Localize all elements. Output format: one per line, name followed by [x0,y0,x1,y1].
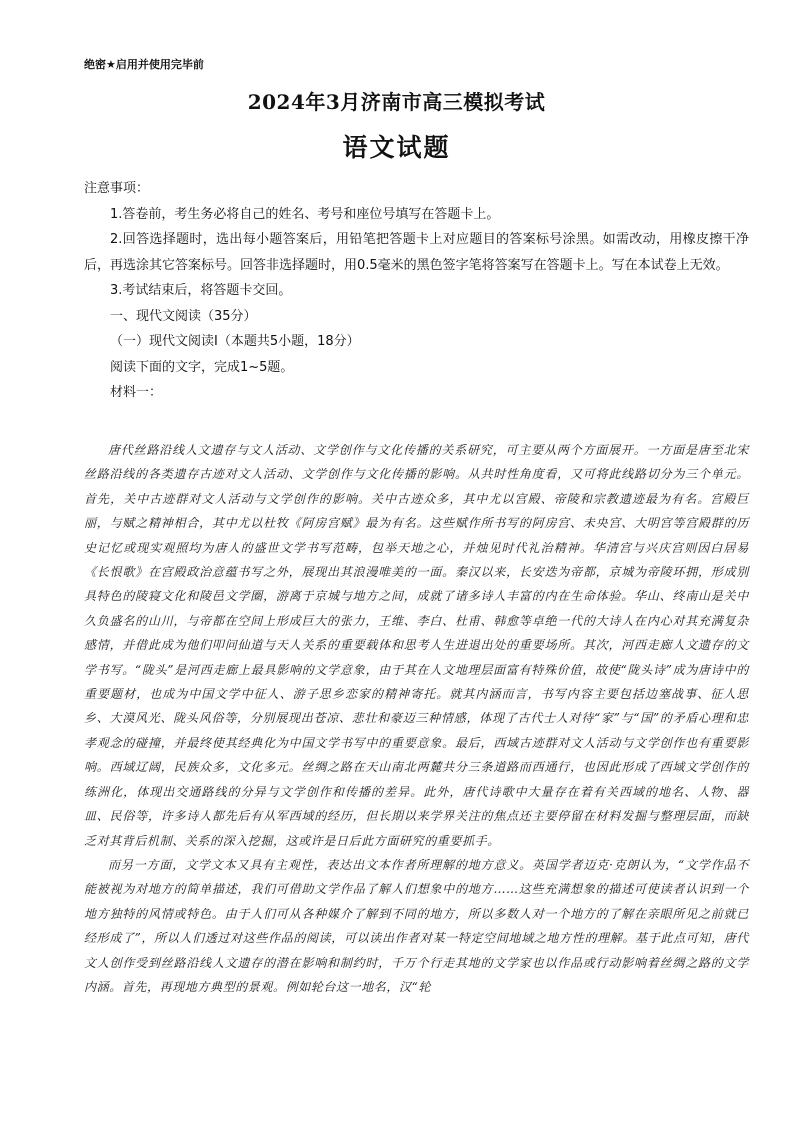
instruction-item-2: 2.回答选择题时，选出每小题答案后，用铅笔把答题卡上对应题目的答案标号涂黑。如需改动，用橡皮擦干净后，再选涂其它答案标号。回答非选择题时，用0.5毫米的黑色签字笔将答案写在答题卡上。写在本试卷上无效。 [84,232,749,273]
material-text [84,438,749,999]
sub-section-heading: （一）现代文阅读Ⅰ（本题共5小题，18分） [110,334,360,349]
material-label: 材料一： [110,385,163,400]
part-heading: 一、现代文阅读（35分） [110,308,257,324]
instruction-item-3: 3.考试结束后，将答题卡交回。 [110,283,292,298]
material-paragraph-2: 而另一方面，文学文本又具有主观性，表达出文本作者所理解的地方意义。英国学者迈克·克朗认为，“文学作品不能被视为对地方的简单描述，我们可借助文学作品了解人们想象中的地方……这些充满想象的描述可使读者认识到一个地方独特的风情或特色。由于人们可从各种媒介了解到不同的地方，所以多数人对一个地方的了解在亲眼所见之前就已经形成了”，所以人们透过对这些作品的阅读，可以读出作者对某一特定空间地域之地方性的理解。基于此点可知，唐代文人创作受到丝路沿线人文遗存的潜在影响和制约时，千万个行走其地的文学家也以作品或行动影响着丝绸之路的文学内涵。首先，再现地方典型的景观。例如轮台这一地名，汉“轮 [84,857,749,994]
reading-instruction: 阅读下面的文字，完成1~5题。 [110,359,294,375]
subject-title: 语文试题 [342,133,451,162]
material-paragraph-1: 唐代丝路沿线人文遗存与文人活动、文学创作与文化传播的关系研究，可主要从两个方面展开。一方面是唐至北宋丝路沿线的各类遗存古迹对文人活动、文学创作与文化传播的影响。从共时性角度看，又可将此线路切分为三个单元。首先，关中古迹群对文人活动与文学创作的影响。关中古迹众多，其中尤以宫殿、帝陵和宗教遗迹最为有名。宫殿巨丽，与赋之精神相合，其中尤以杜牧《阿房宫赋》最为有名。这些赋作所书写的阿房宫、未央宫、大明宫等宫殿群的历史记忆或现实观照均为唐人的盛世文学书写范畴，包举天地之心，并烛见时代礼治精神。华清宫与兴庆宫则因白居易《长恨歌》在宫殿政治意蕴书写之外，展现出其浪漫唯美的一面。秦汉以来，长安迭为帝都，京城为帝陵环拥，形成别具特色的陵寝文化和陵邑文学圈，游离于京城与地方之间，成就了诸多诗人丰富的内在生命体验。华山、终南山是关中久负盛名的山川，与帝都在空间上形成巨大的张力，王维、李白、杜甫、韩愈等卓绝一代的大诗人在内心对其充满复杂感情，并借此成为他们叩问仙道与天人关系的重要载体和思考人生进退出处的重要场所。其次，河西走廊人文遗存的文学书写。“陇头”是河西走廊上最具影响的文学意象，由于其在人文地理层面富有特殊价值，故使“陇头诗”成为唐诗中的重要题材，也成为中国文学中征人、游子思乡恋家的精神寄托。就其内涵而言，书写内容主要包括边塞战事、征人思乡、大漠风光、陇头风俗等，分别展现出苍凉、悲壮和豪迈三种情感，体现了古代士人对待“家”与“国”的矛盾心理和忠孝观念的碰撞，并最终使其经典化为中国文学书写中的重要意象。最后，西域古迹群对文人活动与文学创作也有重要影响。西域辽阔，民族众多，文化多元。丝绸之路在天山南北两麓共分三条道路而西通行，也因此形成了西域文学创作的练洲化，体现出交通路线的分异与文学创作和传播的差异。此外，唐代诗歌中大量存在着有关西域的地名、人物、器皿、民俗等，许多诗人都先后有从军西域的经历，但长期以来学界关注的焦点还主要停留在材料发掘与整理层面，而缺乏对其背后机制、关系的深入挖掘，这或许是日后此方面研究的重要抓手。 [84,443,749,848]
instructions-block [84,176,749,406]
instructions-heading: 注意事项： [84,181,150,196]
confidentiality-label: 绝密★启用并使用完毕前 [84,58,204,71]
instruction-item-1: 1.答卷前，考生务必将自己的姓名、考号和座位号填写在答题卡上。 [110,206,500,222]
exam-title: 2024年3月济南市高三模拟考试 [247,90,546,114]
